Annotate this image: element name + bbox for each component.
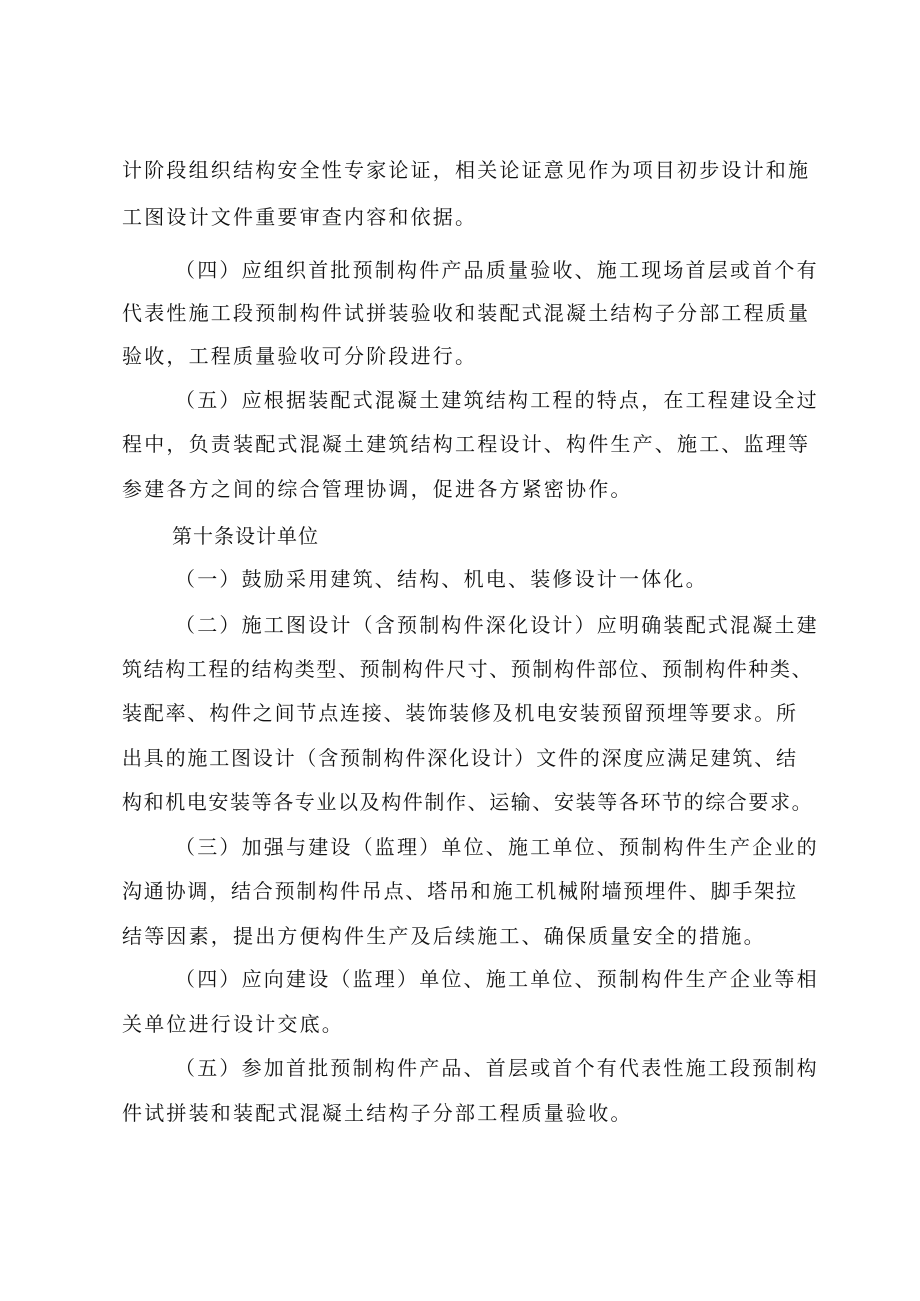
text-line: 计阶段组织结构安全性专家论证，相关论证意见作为项目初步设计和施 bbox=[122, 158, 811, 182]
text-line: （五）应根据装配式混凝土建筑结构工程的特点，在工程建设全过 bbox=[175, 388, 819, 412]
text-line: 件试拼装和装配式混凝土结构子分部工程质量验收。 bbox=[122, 1101, 633, 1125]
text-line: （一）鼓励采用建筑、结构、机电、装修设计一体化。 bbox=[175, 567, 708, 591]
text-line: 工图设计文件重要审查内容和依据。 bbox=[122, 205, 478, 229]
text-line: 代表性施工段预制构件试拼装验收和装配式混凝土结构子分部工程质量 bbox=[122, 301, 811, 325]
text-line: 结等因素，提出方便构件生产及后续施工、确保质量安全的措施。 bbox=[122, 924, 766, 948]
text-line: 装配率、构件之间节点连接、装饰装修及机电安装预留预埋等要求。所 bbox=[122, 701, 798, 725]
text-line: （二）施工图设计（含预制构件深化设计）应明确装配式混凝土建 bbox=[175, 613, 819, 637]
text-line: （四）应向建设（监理）单位、施工单位、预制构件生产企业等相 bbox=[175, 967, 819, 991]
text-line: 关单位进行设计交底。 bbox=[122, 1012, 344, 1036]
text-line: 出具的施工图设计（含预制构件深化设计）文件的深度应满足建筑、结 bbox=[122, 746, 798, 770]
text-line: 参建各方之间的综合管理协调，促进各方紧密协作。 bbox=[122, 477, 633, 501]
heading-text: 第十条设计单位 bbox=[172, 524, 319, 548]
text-line: 构和机电安装等各专业以及构件制作、运输、安装等各环节的综合要求。 bbox=[122, 790, 814, 814]
text-line: 筑结构工程的结构类型、预制构件尺寸、预制构件部位、预制构件种类、 bbox=[122, 657, 814, 681]
text-line: 沟通协调，结合预制构件吊点、塔吊和施工机械附墙预埋件、脚手架拉 bbox=[122, 879, 798, 903]
text-line: （四）应组织首批预制构件产品质量验收、施工现场首层或首个有 bbox=[175, 258, 819, 282]
text-line: （三）加强与建设（监理）单位、施工单位、预制构件生产企业的 bbox=[175, 835, 819, 859]
text-line: 验收，工程质量验收可分阶段进行。 bbox=[122, 344, 478, 368]
text-line: 程中，负责装配式混凝土建筑结构工程设计、构件生产、施工、监理等 bbox=[122, 432, 811, 456]
text-line: （五）参加首批预制构件产品、首层或首个有代表性施工段预制构 bbox=[175, 1056, 819, 1080]
